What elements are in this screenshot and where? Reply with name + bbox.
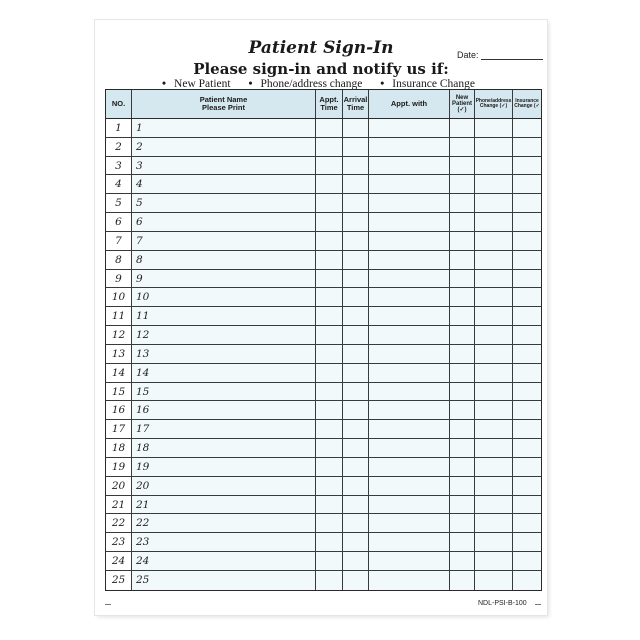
table-row	[106, 288, 541, 307]
patient-name-cell[interactable]: 23	[132, 533, 316, 551]
table-body	[106, 119, 541, 590]
new-patient-cell[interactable]	[450, 439, 475, 457]
appt-time-cell[interactable]	[316, 213, 343, 231]
appt-time-cell[interactable]	[316, 383, 343, 401]
header-insurance-change	[513, 90, 541, 118]
arrival-time-cell[interactable]	[343, 477, 369, 495]
new-patient-cell[interactable]	[450, 420, 475, 438]
new-patient-cell[interactable]	[450, 477, 475, 495]
table-row	[106, 552, 541, 571]
patient-name-cell[interactable]: 5	[132, 194, 316, 212]
insurance-change-cell[interactable]	[513, 552, 541, 570]
header-patient-name	[132, 90, 316, 118]
patient-name-cell[interactable]: 11	[132, 307, 316, 325]
arrival-time-cell[interactable]	[343, 119, 369, 137]
phone-address-cell[interactable]	[475, 213, 513, 231]
phone-address-cell[interactable]	[475, 401, 513, 419]
insurance-change-cell[interactable]	[513, 571, 541, 590]
phone-address-cell[interactable]	[475, 514, 513, 532]
appt-with-cell[interactable]	[369, 401, 450, 419]
date-line[interactable]	[481, 50, 543, 60]
row-number: 19	[106, 458, 132, 476]
new-patient-cell[interactable]	[450, 307, 475, 325]
header-name-line1: Patient Name	[199, 95, 248, 105]
insurance-change-cell[interactable]	[513, 232, 541, 250]
appt-time-cell[interactable]	[316, 270, 343, 288]
header-ins-line1: Insurance	[515, 97, 539, 104]
table-row	[106, 401, 541, 420]
appt-time-cell[interactable]	[316, 288, 343, 306]
appt-time-cell[interactable]	[316, 194, 343, 212]
appt-time-cell[interactable]	[316, 571, 343, 590]
phone-address-cell[interactable]	[475, 477, 513, 495]
table-row	[106, 307, 541, 326]
appt-with-cell[interactable]	[369, 194, 450, 212]
table-header	[106, 90, 541, 119]
appt-with-cell[interactable]	[369, 119, 450, 137]
table-row	[106, 477, 541, 496]
new-patient-cell[interactable]	[450, 326, 475, 344]
phone-address-cell[interactable]	[475, 364, 513, 382]
new-patient-cell[interactable]	[450, 157, 475, 175]
header-appt-time-line1: Appt.	[319, 95, 339, 105]
appt-time-cell[interactable]	[316, 138, 343, 156]
arrival-time-cell[interactable]	[343, 420, 369, 438]
insurance-change-cell[interactable]	[513, 533, 541, 551]
phone-address-cell[interactable]	[475, 420, 513, 438]
patient-name-cell[interactable]: 19	[132, 458, 316, 476]
option-label: Phone/address change	[260, 78, 363, 90]
arrival-time-cell[interactable]	[343, 383, 369, 401]
sign-in-table	[105, 89, 542, 591]
row-number: 14	[106, 364, 132, 382]
arrival-time-cell[interactable]	[343, 251, 369, 269]
insurance-change-cell[interactable]	[513, 364, 541, 382]
bullet-icon: •	[380, 78, 385, 90]
row-number: 10	[106, 288, 132, 306]
insurance-change-cell[interactable]	[513, 326, 541, 344]
date-field[interactable]	[457, 50, 543, 60]
appt-time-cell[interactable]	[316, 458, 343, 476]
table-row	[106, 326, 541, 345]
patient-name-cell[interactable]: 10	[132, 288, 316, 306]
phone-address-cell[interactable]	[475, 496, 513, 514]
phone-address-cell[interactable]	[475, 439, 513, 457]
header-new-line3: (✓)	[457, 107, 467, 114]
row-number: 1	[106, 119, 132, 137]
patient-name-cell[interactable]: 2	[132, 138, 316, 156]
appt-with-cell[interactable]	[369, 138, 450, 156]
phone-address-cell[interactable]	[475, 232, 513, 250]
appt-with-cell[interactable]	[369, 439, 450, 457]
row-number: 18	[106, 439, 132, 457]
patient-name-cell[interactable]: 21	[132, 496, 316, 514]
row-number: 17	[106, 420, 132, 438]
phone-address-cell[interactable]	[475, 458, 513, 476]
appt-with-cell[interactable]	[369, 533, 450, 551]
patient-name-cell[interactable]: 24	[132, 552, 316, 570]
new-patient-cell[interactable]	[450, 401, 475, 419]
appt-with-cell[interactable]	[369, 420, 450, 438]
insurance-change-cell[interactable]	[513, 514, 541, 532]
table-row	[106, 496, 541, 515]
phone-address-cell[interactable]	[475, 326, 513, 344]
appt-with-cell[interactable]	[369, 477, 450, 495]
arrival-time-cell[interactable]	[343, 270, 369, 288]
appt-time-cell[interactable]	[316, 251, 343, 269]
arrival-time-cell[interactable]	[343, 326, 369, 344]
row-number: 7	[106, 232, 132, 250]
insurance-change-cell[interactable]	[513, 119, 541, 137]
header-ins-line2: Change (✓	[514, 103, 540, 109]
appt-with-cell[interactable]	[369, 175, 450, 193]
insurance-change-cell[interactable]	[513, 175, 541, 193]
appt-with-cell[interactable]	[369, 326, 450, 344]
appt-with-cell[interactable]	[369, 364, 450, 382]
row-number: 22	[106, 514, 132, 532]
appt-time-cell[interactable]	[316, 175, 343, 193]
row-number: 12	[106, 326, 132, 344]
form-title: Patient Sign-In	[248, 38, 394, 58]
new-patient-cell[interactable]	[450, 533, 475, 551]
header-appt-time-line2: Time	[320, 103, 338, 112]
header-arrival-line2: Time	[346, 103, 365, 112]
insurance-change-cell[interactable]	[513, 213, 541, 231]
appt-time-cell[interactable]	[316, 232, 343, 250]
patient-name-cell[interactable]: 8	[132, 251, 316, 269]
arrival-time-cell[interactable]	[343, 288, 369, 306]
new-patient-cell[interactable]	[450, 514, 475, 532]
table-row	[106, 138, 541, 157]
phone-address-cell[interactable]	[475, 571, 513, 590]
appt-time-cell[interactable]	[316, 439, 343, 457]
table-row	[106, 175, 541, 194]
table-row	[106, 364, 541, 383]
row-number: 20	[106, 477, 132, 495]
new-patient-cell[interactable]	[450, 194, 475, 212]
patient-name-cell[interactable]: 25	[132, 571, 316, 590]
arrival-time-cell[interactable]	[343, 496, 369, 514]
header-phone-line1: Phone/address	[475, 97, 512, 104]
insurance-change-cell[interactable]	[513, 270, 541, 288]
header-name-line2: Please Print	[202, 103, 245, 112]
bullet-icon: •	[248, 78, 253, 90]
row-number: 11	[106, 307, 132, 325]
arrival-time-cell[interactable]	[343, 514, 369, 532]
arrival-time-cell[interactable]	[343, 533, 369, 551]
patient-name-cell[interactable]: 6	[132, 213, 316, 231]
option-label: New Patient	[174, 78, 231, 90]
appt-with-cell[interactable]	[369, 571, 450, 590]
arrival-time-cell[interactable]	[343, 157, 369, 175]
table-row	[106, 251, 541, 270]
appt-time-cell[interactable]	[316, 496, 343, 514]
row-number: 24	[106, 552, 132, 570]
phone-address-cell[interactable]	[475, 552, 513, 570]
new-patient-cell[interactable]	[450, 175, 475, 193]
table-row	[106, 194, 541, 213]
option-label: Insurance Change	[392, 78, 475, 90]
patient-name-cell[interactable]: 20	[132, 477, 316, 495]
table-row	[106, 458, 541, 477]
arrival-time-cell[interactable]	[343, 175, 369, 193]
table-row	[106, 533, 541, 552]
arrival-time-cell[interactable]	[343, 138, 369, 156]
row-number: 25	[106, 571, 132, 590]
appt-time-cell[interactable]	[316, 307, 343, 325]
table-row	[106, 232, 541, 251]
form-code: NDL-PSI-B-100	[478, 600, 527, 607]
row-number: 15	[106, 383, 132, 401]
row-number: 21	[106, 496, 132, 514]
new-patient-cell[interactable]	[450, 251, 475, 269]
appt-with-cell[interactable]	[369, 157, 450, 175]
patient-name-cell[interactable]: 12	[132, 326, 316, 344]
insurance-change-cell[interactable]	[513, 496, 541, 514]
new-patient-cell[interactable]	[450, 270, 475, 288]
row-number: 13	[106, 345, 132, 363]
sign-in-sheet	[95, 20, 547, 615]
row-number: 8	[106, 251, 132, 269]
appt-time-cell[interactable]	[316, 119, 343, 137]
patient-name-cell[interactable]: 18	[132, 439, 316, 457]
arrival-time-cell[interactable]	[343, 458, 369, 476]
new-patient-cell[interactable]	[450, 138, 475, 156]
arrival-time-cell[interactable]	[343, 552, 369, 570]
new-patient-cell[interactable]	[450, 552, 475, 570]
insurance-change-cell[interactable]	[513, 383, 541, 401]
patient-name-cell[interactable]: 3	[132, 157, 316, 175]
table-row	[106, 119, 541, 138]
insurance-change-cell[interactable]	[513, 194, 541, 212]
insurance-change-cell[interactable]	[513, 138, 541, 156]
appt-time-cell[interactable]	[316, 533, 343, 551]
appt-with-cell[interactable]	[369, 270, 450, 288]
table-row	[106, 571, 541, 590]
patient-name-cell[interactable]: 13	[132, 345, 316, 363]
phone-address-cell[interactable]	[475, 345, 513, 363]
new-patient-cell[interactable]	[450, 288, 475, 306]
new-patient-cell[interactable]	[450, 345, 475, 363]
table-row	[106, 213, 541, 232]
new-patient-cell[interactable]	[450, 496, 475, 514]
header-arrival-line1: Arrival	[343, 95, 368, 105]
patient-name-cell[interactable]: 7	[132, 232, 316, 250]
row-number: 6	[106, 213, 132, 231]
header-phone-line2: Change (✓)	[479, 103, 508, 109]
appt-time-cell[interactable]	[316, 157, 343, 175]
arrival-time-cell[interactable]	[343, 213, 369, 231]
appt-time-cell[interactable]	[316, 514, 343, 532]
insurance-change-cell[interactable]	[513, 345, 541, 363]
phone-address-cell[interactable]	[475, 307, 513, 325]
header-arrival-time	[343, 90, 369, 118]
table-row	[106, 157, 541, 176]
appt-with-cell[interactable]	[369, 383, 450, 401]
row-number: 3	[106, 157, 132, 175]
table-row	[106, 439, 541, 458]
insurance-change-cell[interactable]	[513, 401, 541, 419]
arrival-time-cell[interactable]	[343, 345, 369, 363]
table-row	[106, 420, 541, 439]
phone-address-cell[interactable]	[475, 533, 513, 551]
insurance-change-cell[interactable]	[513, 420, 541, 438]
appt-with-cell[interactable]	[369, 514, 450, 532]
appt-with-cell[interactable]	[369, 345, 450, 363]
new-patient-cell[interactable]	[450, 213, 475, 231]
trim-mark	[105, 604, 111, 605]
arrival-time-cell[interactable]	[343, 401, 369, 419]
arrival-time-cell[interactable]	[343, 194, 369, 212]
appt-with-cell[interactable]	[369, 213, 450, 231]
phone-address-cell[interactable]	[475, 251, 513, 269]
patient-name-cell[interactable]: 1	[132, 119, 316, 137]
table-row	[106, 345, 541, 364]
row-number: 2	[106, 138, 132, 156]
appt-with-cell[interactable]	[369, 251, 450, 269]
header-appt-time	[316, 90, 343, 118]
new-patient-cell[interactable]	[450, 383, 475, 401]
appt-with-cell[interactable]	[369, 307, 450, 325]
row-number: 23	[106, 533, 132, 551]
row-number: 4	[106, 175, 132, 193]
row-number: 16	[106, 401, 132, 419]
trim-mark	[535, 604, 541, 605]
insurance-change-cell[interactable]	[513, 157, 541, 175]
arrival-time-cell[interactable]	[343, 439, 369, 457]
appt-time-cell[interactable]	[316, 477, 343, 495]
phone-address-cell[interactable]	[475, 157, 513, 175]
appt-with-cell[interactable]	[369, 496, 450, 514]
new-patient-cell[interactable]	[450, 232, 475, 250]
header-new-patient	[450, 90, 475, 118]
header-new-line2: Patient	[451, 100, 472, 107]
arrival-time-cell[interactable]	[343, 571, 369, 590]
insurance-change-cell[interactable]	[513, 288, 541, 306]
patient-name-cell[interactable]: 22	[132, 514, 316, 532]
phone-address-cell[interactable]	[475, 138, 513, 156]
appt-time-cell[interactable]	[316, 401, 343, 419]
form-subtitle: Please sign-in and notify us if:	[193, 60, 449, 78]
appt-time-cell[interactable]	[316, 420, 343, 438]
header-new-line1: New	[455, 94, 469, 101]
phone-address-cell[interactable]	[475, 175, 513, 193]
patient-name-cell[interactable]: 14	[132, 364, 316, 382]
phone-address-cell[interactable]	[475, 194, 513, 212]
insurance-change-cell[interactable]	[513, 251, 541, 269]
phone-address-cell[interactable]	[475, 270, 513, 288]
appt-with-cell[interactable]	[369, 458, 450, 476]
appt-time-cell[interactable]	[316, 345, 343, 363]
table-row	[106, 383, 541, 402]
insurance-change-cell[interactable]	[513, 477, 541, 495]
appt-time-cell[interactable]	[316, 552, 343, 570]
date-label: Date:	[457, 50, 479, 60]
arrival-time-cell[interactable]	[343, 232, 369, 250]
insurance-change-cell[interactable]	[513, 439, 541, 457]
table-row	[106, 514, 541, 533]
row-number: 9	[106, 270, 132, 288]
new-patient-cell[interactable]	[450, 458, 475, 476]
phone-address-cell[interactable]	[475, 119, 513, 137]
row-number: 5	[106, 194, 132, 212]
appt-time-cell[interactable]	[316, 326, 343, 344]
patient-name-cell[interactable]: 16	[132, 401, 316, 419]
insurance-change-cell[interactable]	[513, 458, 541, 476]
table-row	[106, 270, 541, 289]
arrival-time-cell[interactable]	[343, 364, 369, 382]
header-no: NO.	[106, 90, 132, 118]
arrival-time-cell[interactable]	[343, 307, 369, 325]
appt-with-cell[interactable]	[369, 232, 450, 250]
phone-address-cell[interactable]	[475, 288, 513, 306]
patient-name-cell[interactable]: 15	[132, 383, 316, 401]
appt-with-cell[interactable]	[369, 552, 450, 570]
insurance-change-cell[interactable]	[513, 307, 541, 325]
bullet-icon: •	[162, 78, 167, 90]
patient-name-cell[interactable]: 4	[132, 175, 316, 193]
patient-name-cell[interactable]: 17	[132, 420, 316, 438]
new-patient-cell[interactable]	[450, 119, 475, 137]
new-patient-cell[interactable]	[450, 571, 475, 590]
appt-time-cell[interactable]	[316, 364, 343, 382]
appt-with-cell[interactable]	[369, 288, 450, 306]
patient-name-cell[interactable]: 9	[132, 270, 316, 288]
header-phone-address-change	[475, 90, 513, 118]
new-patient-cell[interactable]	[450, 364, 475, 382]
phone-address-cell[interactable]	[475, 383, 513, 401]
header-appt-with: Appt. with	[369, 90, 450, 118]
